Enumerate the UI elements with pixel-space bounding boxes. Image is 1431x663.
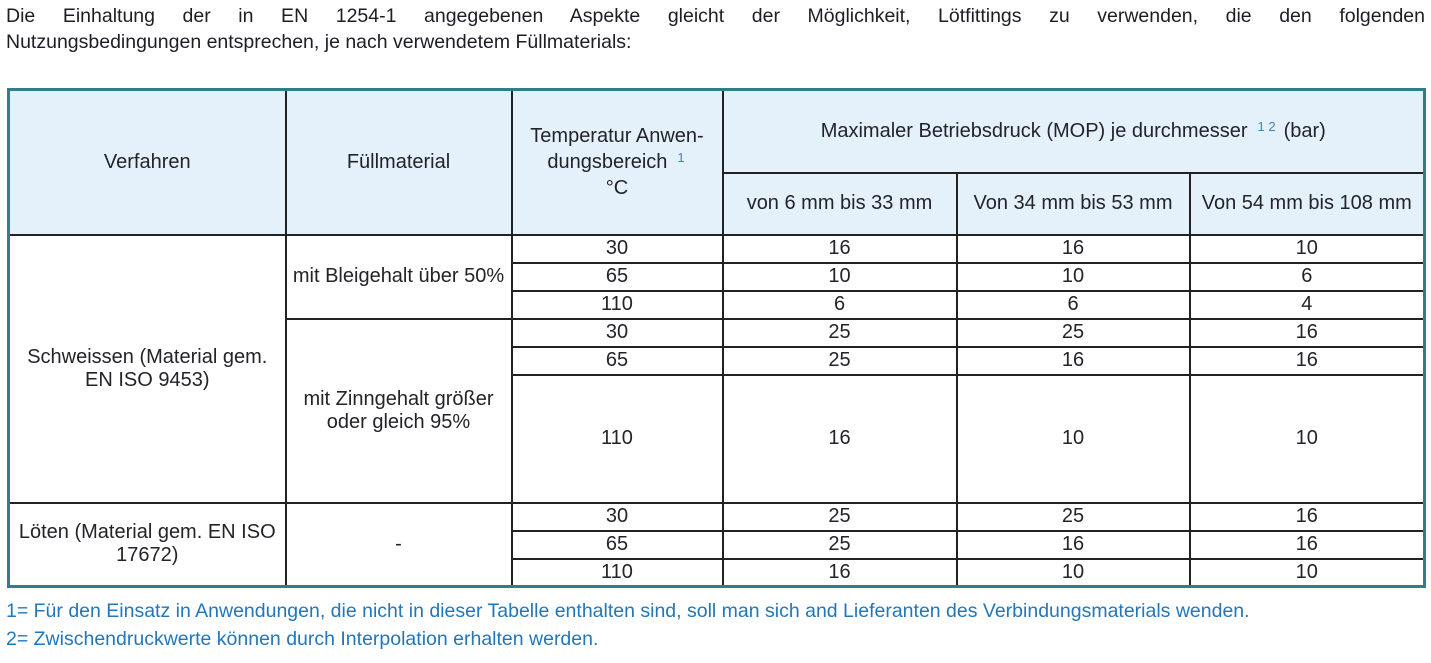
pressure-cell: 25: [723, 503, 957, 531]
footnote-1: 1= Für den Einsatz in Anwendungen, die nicht in dieser Tabelle enthalten sind, soll man sich and Lieferanten des Verbindungsmaterials wenden.: [6, 600, 1250, 622]
pressure-cell: 10: [1190, 375, 1425, 503]
temp-cell: 65: [512, 347, 723, 375]
col-header-fuellmaterial: Füllmaterial: [286, 90, 512, 235]
temp-cell: 30: [512, 503, 723, 531]
table-row: [9, 503, 1425, 531]
pressure-cell: 16: [1190, 531, 1425, 559]
temperatur-header-line1: Temperatur Anwen-: [530, 125, 704, 148]
col-header-diameter-medium: Von 34 mm bis 53 mm: [957, 173, 1190, 235]
pressure-cell: 16: [1190, 319, 1425, 347]
pressure-cell: 16: [723, 235, 957, 263]
pressure-cell: 25: [723, 531, 957, 559]
temp-cell: 110: [512, 559, 723, 587]
intro-paragraph: [6, 4, 1425, 55]
col-header-verfahren: Verfahren: [9, 90, 286, 235]
temp-cell: 30: [512, 235, 723, 263]
fillmaterial-zinn-cell: mit Zinngehalt größer oder gleich 95%: [286, 319, 512, 503]
mop-header-label: Maximaler Betriebsdruck (MOP) je durchmesser: [820, 119, 1248, 142]
temp-cell: 65: [512, 531, 723, 559]
pressure-cell: 16: [957, 235, 1190, 263]
pressure-cell: 10: [957, 559, 1190, 587]
pressure-cell: 16: [1190, 347, 1425, 375]
fillmaterial-none-cell: -: [286, 503, 512, 587]
pressure-cell: 16: [957, 347, 1190, 375]
temperatur-header-unit: °C: [605, 177, 629, 200]
pressure-cell: 10: [957, 263, 1190, 291]
col-header-temperatur: [512, 90, 723, 235]
pressure-cell: 6: [957, 291, 1190, 319]
temp-cell: 65: [512, 263, 723, 291]
temp-cell: 30: [512, 319, 723, 347]
pressure-cell: 16: [957, 531, 1190, 559]
pressure-cell: 16: [1190, 503, 1425, 531]
pressure-cell: 6: [723, 291, 957, 319]
temperatur-header-line2: dungsbereich $^1$: [547, 150, 685, 174]
footnotes: [6, 597, 1425, 653]
footnote-2: 2= Zwischendruckwerte können durch Interpolation erhalten werden.: [6, 628, 599, 650]
pressure-cell: 25: [957, 319, 1190, 347]
pressure-cell: 6: [1190, 263, 1425, 291]
table-row: [9, 235, 1425, 263]
pressure-cell: 16: [723, 375, 957, 503]
pressure-cell: 25: [723, 319, 957, 347]
pressure-cell: 10: [1190, 235, 1425, 263]
document-page: [0, 4, 1431, 663]
pressure-cell: 25: [723, 347, 957, 375]
mop-header-unit: (bar): [1283, 119, 1326, 142]
temp-cell: 110: [512, 291, 723, 319]
fillmaterial-blei-cell: mit Bleigehalt über 50%: [286, 235, 512, 319]
col-header-mop: [723, 90, 1425, 173]
col-header-diameter-large: Von 54 mm bis 108 mm: [1190, 173, 1425, 235]
pressure-cell: 10: [957, 375, 1190, 503]
temp-cell: 110: [512, 375, 723, 503]
pressure-cell: 10: [1190, 559, 1425, 587]
col-header-diameter-small: von 6 mm bis 33 mm: [723, 173, 957, 235]
pressure-cell: 10: [723, 263, 957, 291]
pressure-spec-table: [7, 88, 1426, 588]
verfahren-schweissen-cell: Schweissen (Material gem. EN ISO 9453): [9, 235, 286, 503]
intro-line-1: Die Einhaltung der in EN 1254-1 angegebenen Aspekte gleicht der Möglichkeit, Lötfittings zu verwenden, die den folgenden: [6, 5, 1425, 27]
footnote-ref-1-2: 1 2: [1257, 118, 1276, 134]
pressure-cell: 4: [1190, 291, 1425, 319]
pressure-cell: 25: [957, 503, 1190, 531]
intro-line-2: Nutzungsbedingungen entsprechen, je nach verwendetem Füllmaterials:: [6, 30, 632, 53]
pressure-cell: 16: [723, 559, 957, 587]
footnote-ref-1: 1: [677, 150, 685, 166]
verfahren-loeten-cell: Löten (Material gem. EN ISO 17672): [9, 503, 286, 587]
